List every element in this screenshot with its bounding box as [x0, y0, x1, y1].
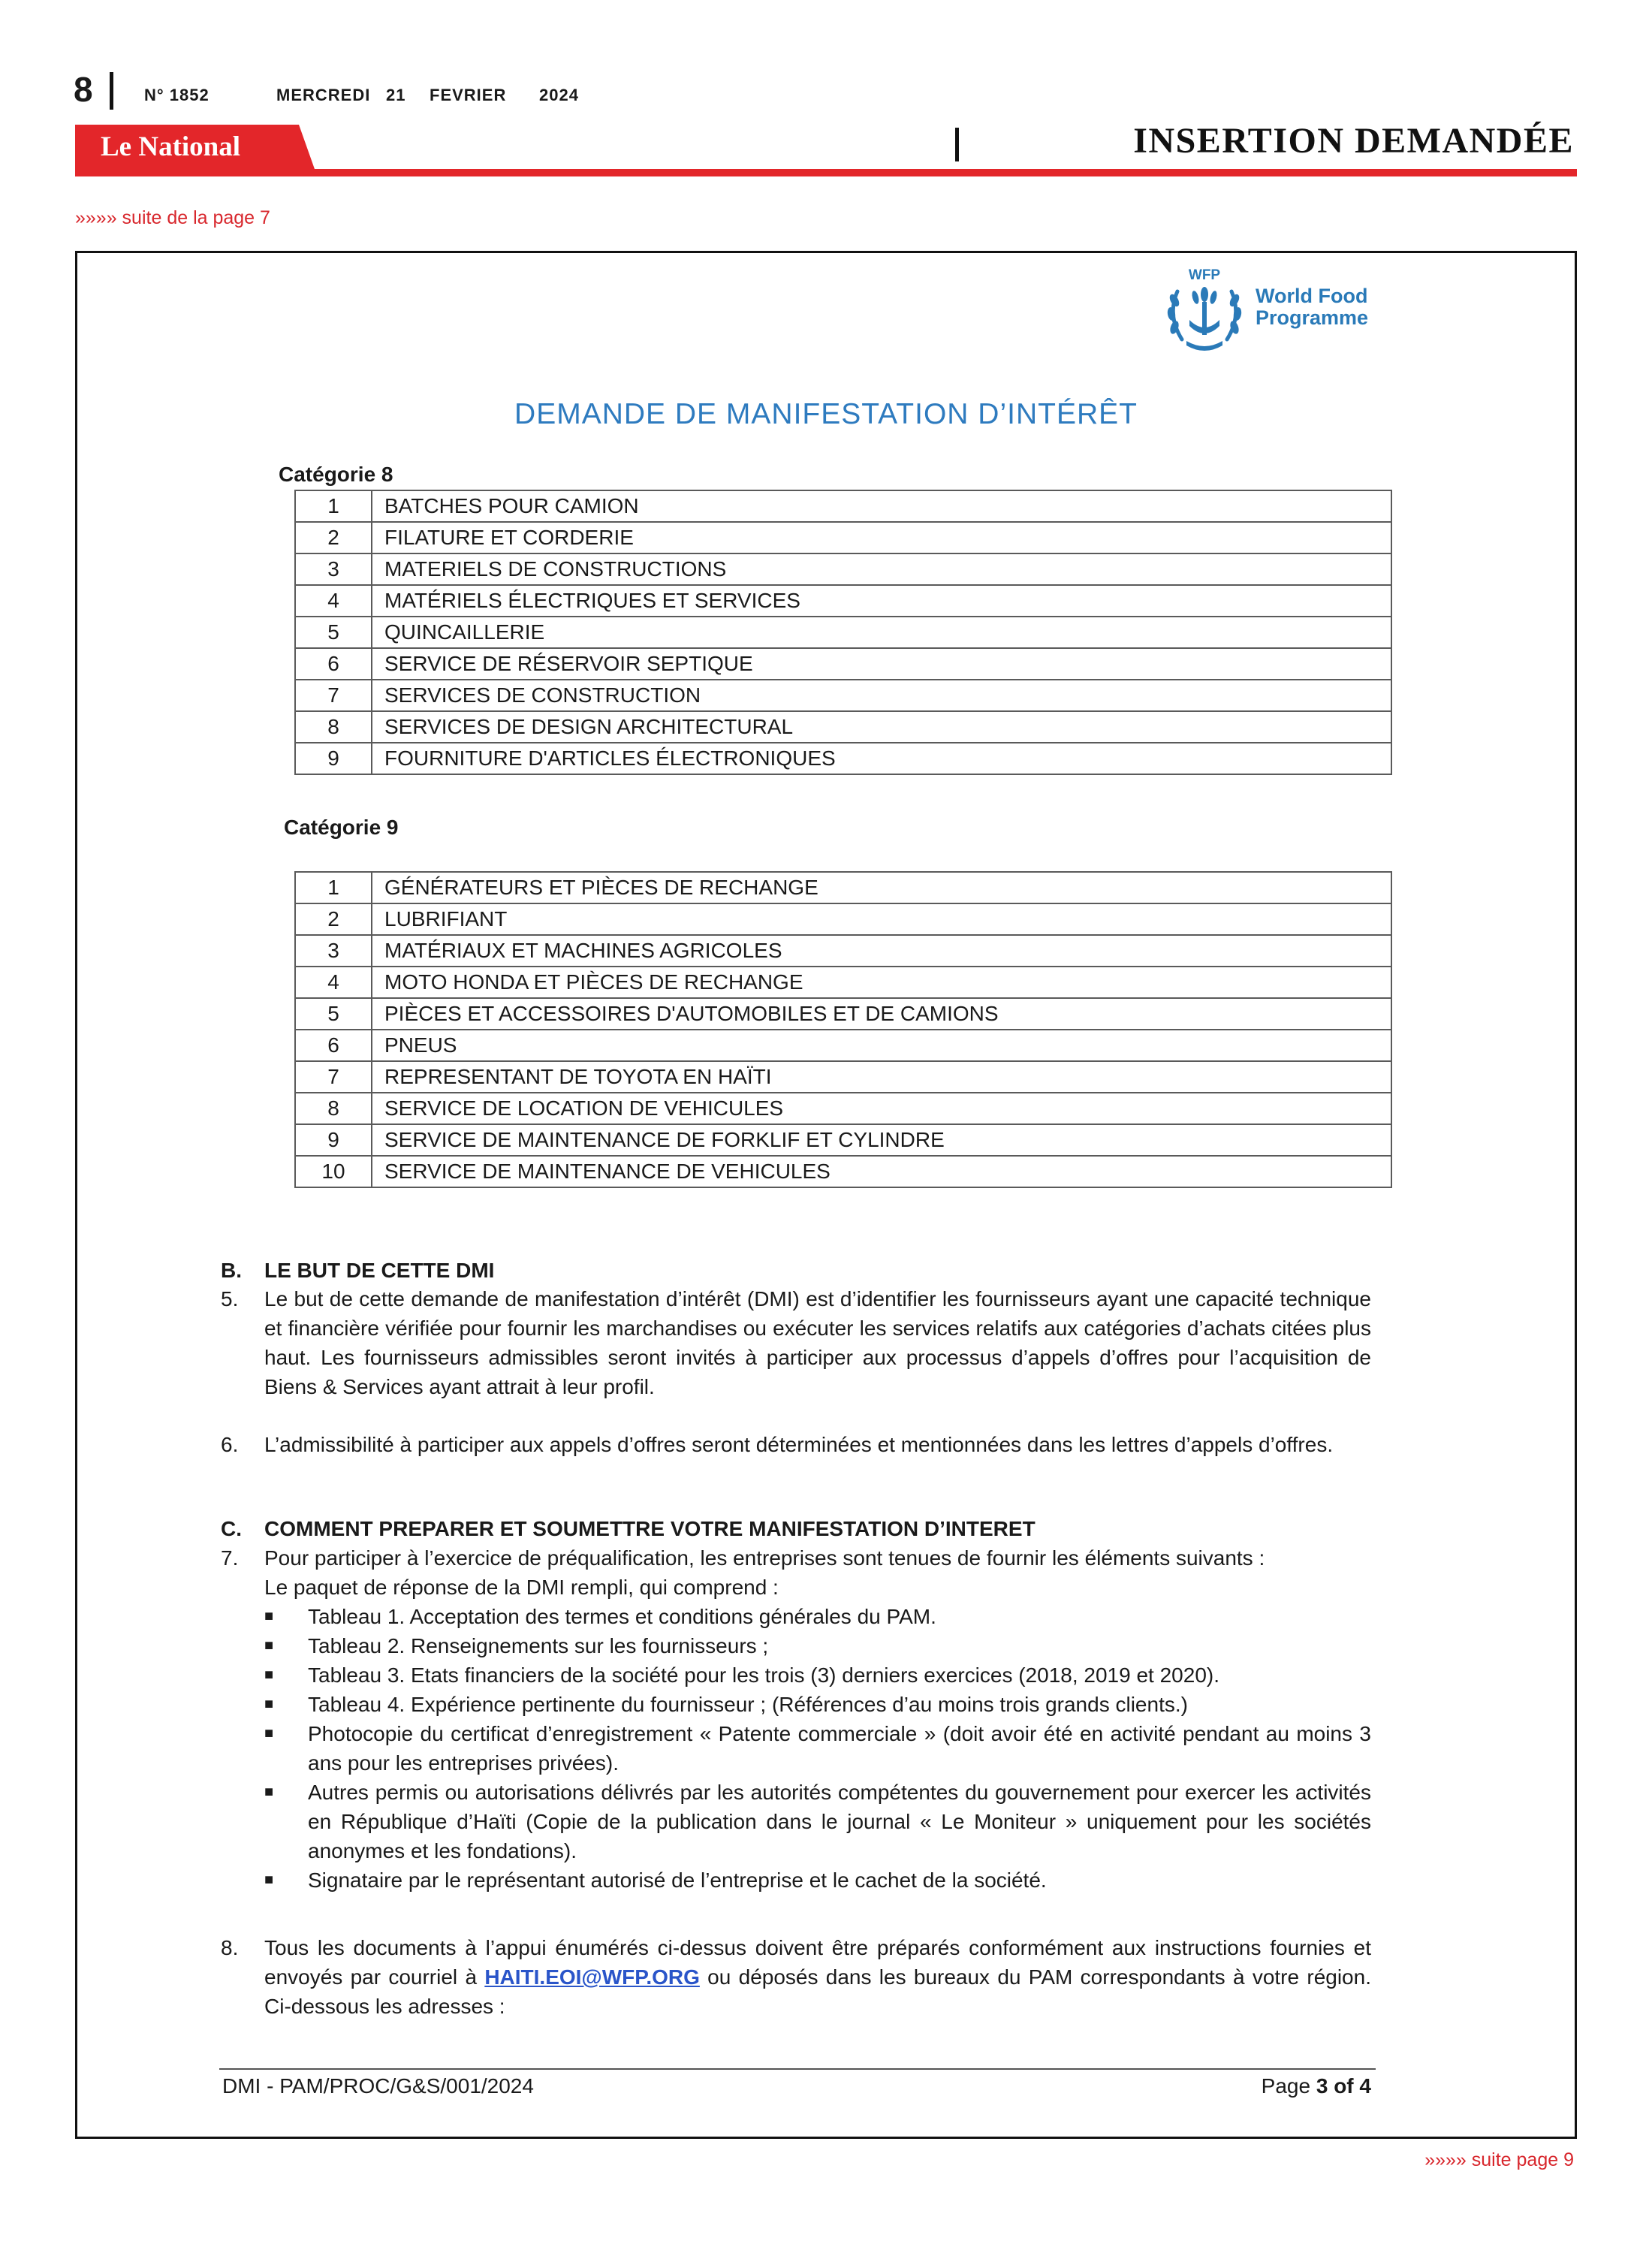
row-item: GÉNÉRATEURS ET PIÈCES DE RECHANGE	[372, 872, 1391, 903]
category-9-table	[294, 871, 1392, 1188]
row-number: 7	[295, 1061, 372, 1093]
page-number-divider	[110, 72, 113, 110]
bullet-icon: ■	[264, 1696, 274, 1712]
footer-rule	[219, 2068, 1376, 2070]
list-item	[264, 1660, 1371, 1690]
table-row	[295, 935, 1391, 967]
page-prefix: Page	[1261, 2074, 1316, 2098]
table-row	[295, 998, 1391, 1030]
wfp-logo-text	[1256, 285, 1368, 329]
row-item: PIÈCES ET ACCESSOIRES D'AUTOMOBILES ET DE CAMIONS	[372, 998, 1391, 1030]
list-item-text: Tableau 2. Renseignements sur les fournisseurs ;	[308, 1634, 769, 1657]
section-b-heading: LE BUT DE CETTE DMI	[264, 1259, 495, 1282]
page-current: 3	[1316, 2074, 1328, 2098]
row-number: 8	[295, 1093, 372, 1124]
bullet-icon: ■	[264, 1784, 274, 1800]
row-number: 1	[295, 872, 372, 903]
issue-year: 2024	[539, 86, 579, 104]
paragraph-7-number: 7.	[221, 1546, 239, 1570]
row-item: SERVICE DE LOCATION DE VEHICULES	[372, 1093, 1391, 1124]
issue-day: MERCREDI	[276, 86, 371, 104]
row-item: QUINCAILLERIE	[372, 617, 1391, 648]
row-item: REPRESENTANT DE TOYOTA EN HAÏTI	[372, 1061, 1391, 1093]
category-8-table	[294, 490, 1392, 775]
row-item: SERVICE DE MAINTENANCE DE FORKLIF ET CYLINDRE	[372, 1124, 1391, 1156]
table-row	[295, 1156, 1391, 1187]
issue-number: N° 1852	[144, 86, 210, 104]
row-number: 9	[295, 743, 372, 774]
paragraph-5: Le but de cette demande de manifestation d’intérêt (DMI) est d’identifier les fournisseurs ayant une capacité technique et financière vérifiée pour fournir les marchandises ou exécuter les services relatifs aux catégories d’achats citées plus haut. Les fournisseurs admissibles seront invités à participer aux processus d’appels d’offres pour l’acquisition de Biens & Services ayant attrait à leur profil.	[264, 1287, 1371, 1398]
row-item: MATERIELS DE CONSTRUCTIONS	[372, 553, 1391, 585]
row-item: MATÉRIELS ÉLECTRIQUES ET SERVICES	[372, 585, 1391, 617]
paragraph-6: L’admissibilité à participer aux appels d’offres seront déterminées et mentionnées dans les lettres d’appels d’offres.	[264, 1433, 1334, 1456]
table-row	[295, 1061, 1391, 1093]
row-number: 5	[295, 617, 372, 648]
section-b-letter: B.	[221, 1259, 242, 1282]
paragraph-7-line-1: Pour participer à l’exercice de préqualification, les entreprises sont tenues de fournir les éléments suivants :	[264, 1546, 1265, 1570]
wfp-acronym: WFP	[1188, 267, 1221, 283]
continued-to-link: »»»» suite page 9	[1424, 2149, 1574, 2170]
table-row	[295, 743, 1391, 774]
table-row	[295, 648, 1391, 680]
row-number: 1	[295, 490, 372, 522]
row-number: 2	[295, 522, 372, 553]
paragraph-7-line-2: Le paquet de réponse de la DMI rempli, qui comprend :	[264, 1576, 779, 1599]
row-number: 4	[295, 585, 372, 617]
wfp-emblem-icon	[1156, 261, 1254, 355]
list-item-text: Photocopie du certificat d’enregistrement « Patente commerciale » (doit avoir été en activité pendant au moins 3 ans pour les entreprises privées).	[308, 1722, 1371, 1775]
list-item-text: Tableau 3. Etats financiers de la société pour les trois (3) derniers exercices (2018, 2019 et 2020).	[308, 1663, 1219, 1687]
list-item	[264, 1719, 1371, 1778]
row-item: MOTO HONDA ET PIÈCES DE RECHANGE	[372, 967, 1391, 998]
table-row	[295, 553, 1391, 585]
paragraph-5-number: 5.	[221, 1287, 239, 1310]
page-total: 4	[1359, 2074, 1371, 2098]
row-number: 8	[295, 711, 372, 743]
bullet-icon: ■	[264, 1608, 274, 1624]
list-item	[264, 1690, 1371, 1719]
section-c-heading: COMMENT PREPARER ET SOUMETTRE VOTRE MANIFESTATION D’INTERET	[264, 1517, 1036, 1540]
row-item: SERVICE DE MAINTENANCE DE VEHICULES	[372, 1156, 1391, 1187]
row-item: SERVICES DE DESIGN ARCHITECTURAL	[372, 711, 1391, 743]
category-9-label: Catégorie 9	[284, 816, 399, 839]
table-row	[295, 967, 1391, 998]
table-row	[295, 711, 1391, 743]
bullet-icon: ■	[264, 1666, 274, 1683]
row-item: MATÉRIAUX ET MACHINES AGRICOLES	[372, 935, 1391, 967]
row-item: PNEUS	[372, 1030, 1391, 1061]
section-c-letter: C.	[221, 1517, 242, 1540]
bullet-icon: ■	[264, 1871, 274, 1888]
issue-date: 21	[386, 86, 406, 104]
row-number: 9	[295, 1124, 372, 1156]
document-title: DEMANDE DE MANIFESTATION D’INTÉRÊT	[514, 398, 1138, 430]
row-number: 3	[295, 553, 372, 585]
bullet-icon: ■	[264, 1637, 274, 1654]
table-row	[295, 1030, 1391, 1061]
row-number: 3	[295, 935, 372, 967]
header-rule	[75, 169, 1577, 176]
list-item-text: Tableau 1. Acceptation des termes et conditions générales du PAM.	[308, 1605, 936, 1628]
list-item	[264, 1778, 1371, 1865]
list-item-text: Signataire par le représentant autorisé de l’entreprise et le cachet de la société.	[308, 1868, 1047, 1892]
row-item: LUBRIFIANT	[372, 903, 1391, 935]
row-item: FILATURE ET CORDERIE	[372, 522, 1391, 553]
paragraph-8-text-after: ou déposés dans les bureaux du PAM correspondants à votre région. Ci-dessous les adresses :	[264, 1965, 1371, 2018]
continued-from-link: »»»» suite de la page 7	[75, 207, 270, 228]
row-number: 5	[295, 998, 372, 1030]
table-row	[295, 617, 1391, 648]
row-item: BATCHES POUR CAMION	[372, 490, 1391, 522]
list-item	[264, 1602, 1371, 1631]
table-row	[295, 680, 1391, 711]
row-number: 4	[295, 967, 372, 998]
paragraph-8-text-before: Tous les documents à l’appui énumérés ci-dessus doivent être préparés conformément aux instructions fournies et envoyés par courriel à	[264, 1936, 1371, 1989]
list-item	[264, 1865, 1371, 1895]
table-row	[295, 585, 1391, 617]
paragraph-6-number: 6.	[221, 1433, 239, 1456]
list-item-text: Autres permis ou autorisations délivrés par les autorités compétentes du gouvernement pour exercer les activités en République d’Haïti (Copie de la publication dans le journal « Le Moniteur » uniquement pour les sociétés anonymes et les fondations).	[308, 1781, 1371, 1862]
brand-logo-text: Le National	[101, 131, 241, 162]
list-item-text: Tableau 4. Expérience pertinente du fournisseur ; (Références d’au moins trois grands clients.)	[308, 1693, 1188, 1716]
row-number: 2	[295, 903, 372, 935]
row-item: SERVICES DE CONSTRUCTION	[372, 680, 1391, 711]
row-number: 7	[295, 680, 372, 711]
header-divider	[955, 128, 959, 161]
category-8-label: Catégorie 8	[279, 463, 393, 486]
requirements-list	[264, 1602, 1371, 1895]
bullet-icon: ■	[264, 1725, 274, 1742]
table-row	[295, 1093, 1391, 1124]
paragraph-8-number: 8.	[221, 1936, 239, 1959]
table-row	[295, 903, 1391, 935]
section-title: INSERTION DEMANDÉE	[1133, 121, 1574, 161]
page-of: of	[1328, 2074, 1360, 2098]
row-number: 6	[295, 648, 372, 680]
row-number: 10	[295, 1156, 372, 1187]
row-item: SERVICE DE RÉSERVOIR SEPTIQUE	[372, 648, 1391, 680]
list-item	[264, 1631, 1371, 1660]
page-number: 8	[74, 70, 93, 109]
email-link[interactable]: HAITI.EOI@WFP.ORG	[484, 1965, 700, 1989]
document-reference: DMI - PAM/PROC/G&S/001/2024	[222, 2074, 534, 2098]
page-indicator	[1262, 2074, 1371, 2098]
paragraph-8	[264, 1933, 1371, 2021]
table-row	[295, 490, 1391, 522]
logo-line-1: World Food	[1256, 285, 1368, 307]
row-item: FOURNITURE D'ARTICLES ÉLECTRONIQUES	[372, 743, 1391, 774]
row-number: 6	[295, 1030, 372, 1061]
table-row	[295, 872, 1391, 903]
table-row	[295, 1124, 1391, 1156]
issue-month: FEVRIER	[430, 86, 507, 104]
table-row	[295, 522, 1391, 553]
logo-line-2: Programme	[1256, 306, 1369, 329]
